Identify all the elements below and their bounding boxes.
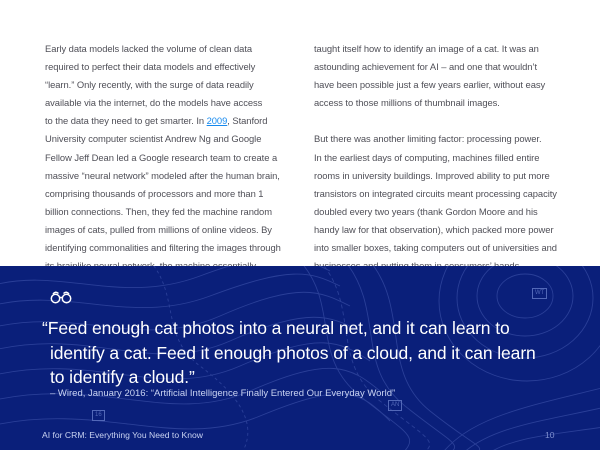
- text-line: identifying commonalities and filtering the images through: [45, 242, 281, 254]
- binoculars-icon: [50, 290, 72, 304]
- text-segment: to the data they need to get smarter. In: [45, 115, 207, 127]
- text-line: But there was another limiting factor: processing power.: [314, 133, 542, 145]
- text-line: rooms in university buildings. Improved ability to put more: [314, 169, 550, 181]
- quote-callout-band: [0, 266, 600, 450]
- paragraph-gap: [314, 112, 564, 130]
- text-line: University computer scientist Andrew Ng and Google: [45, 133, 262, 145]
- text-line: required to perfect their data models and effectively: [45, 61, 256, 73]
- text-line: comprising thousands of processors and more than 1: [45, 187, 264, 199]
- text-line: massive “neural network” modeled after the human brain,: [45, 169, 280, 181]
- map-tag: 16: [92, 410, 105, 421]
- quote-line: to identify a cloud.”: [50, 367, 195, 387]
- text-segment: , Stanford: [227, 115, 268, 127]
- text-line: billion connections. Then, they fed the machine random: [45, 205, 272, 217]
- link-2009[interactable]: 2009: [206, 115, 228, 127]
- page-number: 10: [545, 430, 555, 440]
- quote-citation: – Wired, January 2016: “Artificial Intelligence Finally Entered Our Everyday World”: [50, 388, 396, 399]
- footer-document-title: AI for CRM: Everything You Need to Know: [42, 430, 203, 440]
- text-line: Fellow Jeff Dean led a Google research team to create a: [45, 151, 278, 163]
- pull-quote: [42, 316, 562, 390]
- text-line: available via the internet, do the models have access: [45, 97, 263, 109]
- right-column: [314, 40, 564, 275]
- text-line: handy law for that observation), which packed more power: [314, 223, 554, 235]
- quote-line: “Feed enough cat photos into a neural net, and it can learn to: [42, 318, 510, 338]
- text-line: In the earliest days of computing, machines filled entire: [314, 151, 540, 163]
- map-tag: AN: [388, 400, 402, 411]
- text-line: doubled every two years (thank Gordon Moore and his: [314, 205, 538, 217]
- text-line: into smaller boxes, taking computers out of universities and: [314, 242, 557, 254]
- text-line: access to those millions of thumbnail images.: [314, 97, 500, 109]
- text-line: transistors on integrated circuits meant processing capacity: [314, 187, 557, 199]
- left-column: [45, 40, 290, 275]
- text-line: taught itself how to identify an image of a cat. It was an: [314, 43, 539, 54]
- text-line: [45, 112, 290, 130]
- text-line: have been possible just a few years earlier, without easy: [314, 79, 546, 91]
- text-line: “learn.” Only recently, with the surge of data readily: [45, 79, 254, 91]
- quote-line: identify a cat. Feed it enough photos of a cloud, and it can learn: [50, 342, 536, 363]
- text-line: images of cats, pulled from millions of online videos. By: [45, 223, 272, 235]
- text-line: Early data models lacked the volume of clean data: [45, 43, 253, 54]
- map-tag: WT: [532, 288, 547, 299]
- text-line: astounding achievement for AI – and one that wouldn’t: [314, 61, 538, 73]
